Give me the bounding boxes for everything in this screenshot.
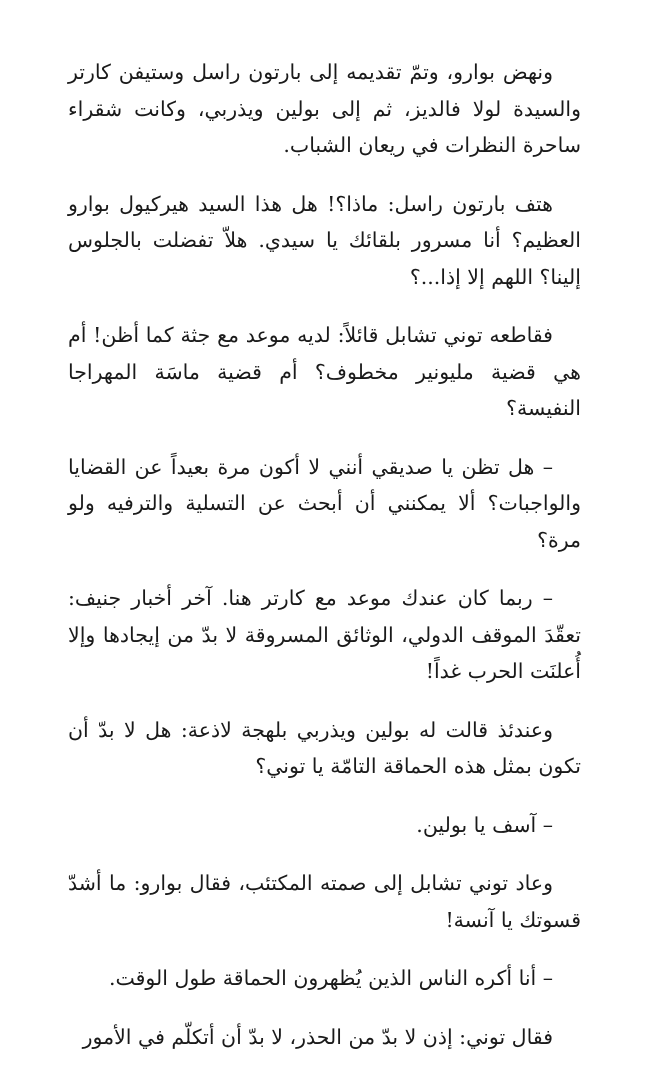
paragraph-2: هتف بارتون راسل: ماذا؟! هل هذا السيد هيركيول بوارو العظيم؟ أنا مسرور بلقائك يا سيدي. هلاّ تفضلت بالجلوس إلينا؟ اللهم إلا إذا...؟: [68, 191, 581, 289]
paragraph-10: فقال توني: إذن لا بدّ من الحذر، لا بدّ أن أتكلّم في الأمور: [82, 1024, 553, 1049]
paragraph-3: فقاطعه توني تشابل قائلاً: لديه موعد مع جثة كما أظن! أم هي قضية مليونير مخطوف؟ أم قضية ماسَة المهراجا النفيسة؟: [68, 323, 581, 420]
book-page: [68, 54, 581, 1077]
paragraph-1: ونهض بوارو، وتمّ تقديمه إلى بارتون راسل وستيفن كارتر والسيدة لولا فالديز، ثم إلى بولين ويذربي، وكانت شقراء ساحرة النظرات في ريعان الشباب.: [68, 60, 581, 157]
paragraph-4: – هل تظن يا صديقي أنني لا أكون مرة بعيداً عن القضايا والواجبات؟ ألا يمكنني أن أبحث عن التسلية والترفيه ولو مرة؟: [68, 454, 581, 552]
paragraph-5: – ربما كان عندك موعد مع كارتر هنا. آخر أخبار جنيف: تعقّدَ الموقف الدولي، الوثائق المسروقة لا بدّ من إيجادها وإلا أُعلنَت الحرب غداً!: [68, 586, 581, 683]
paragraph-8: وعاد توني تشابل إلى صمته المكتئب، فقال بوارو: ما أشدّ قسوتك يا آنسة!: [68, 871, 581, 932]
paragraph-7: – آسف يا بولين.: [416, 812, 553, 837]
paragraph-6: وعندئذ قالت له بولين ويذربي بلهجة لاذعة: هل لا بدّ أن تكون بمثل هذه الحماقة التامّة يا توني؟: [68, 717, 581, 778]
paragraph-9: – أنا أكره الناس الذين يُظهرون الحماقة طول الوقت.: [108, 966, 553, 990]
